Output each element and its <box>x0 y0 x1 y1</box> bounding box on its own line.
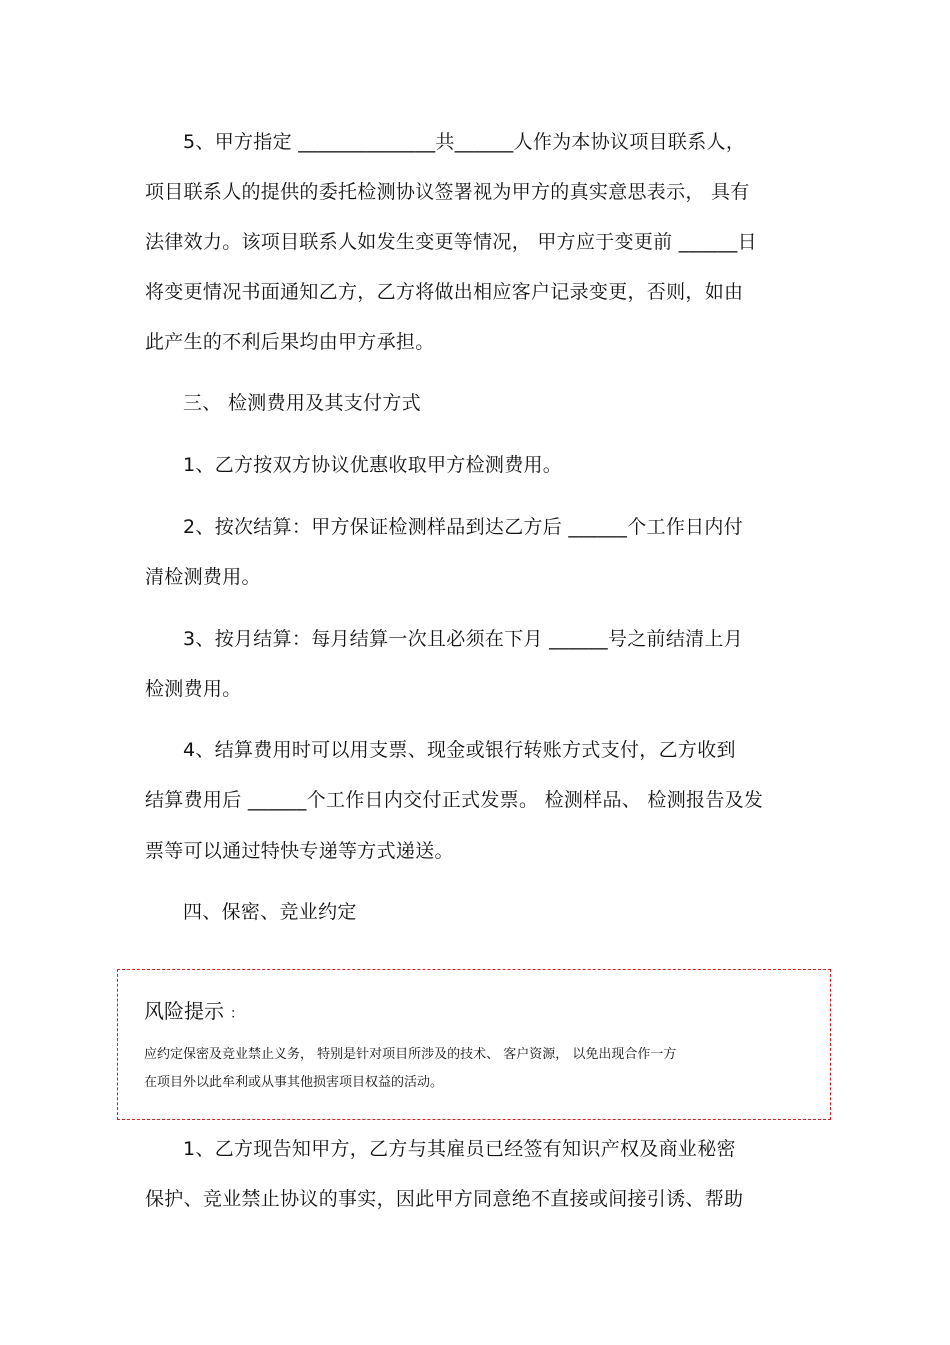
paragraph-line: 3、按月结算：每月结算一次且必须在下月 ______号之前结清上月 <box>183 628 744 650</box>
paragraph-line: 结算费用后 ______个工作日内交付正式发票。 检测样品、 检测报告及发 <box>145 789 764 811</box>
risk-notice-box <box>117 969 831 1120</box>
paragraph-line: 法律效力。该项目联系人如发生变更等情况， 甲方应于变更前 ______日 <box>145 231 757 253</box>
risk-notice-text: 在项目外以此牟利或从事其他损害项目权益的活动。 <box>144 1075 444 1090</box>
paragraph-line: 保护、竞业禁止协议的事实，因此甲方同意绝不直接或间接引诱、帮助 <box>145 1188 744 1210</box>
risk-notice-text: 应约定保密及竞业禁止义务， 特别是针对项目所涉及的技术、 客户资源， 以免出现合作一方 <box>144 1047 677 1062</box>
risk-notice-title-text: 风险提示 <box>144 999 224 1023</box>
paragraph-line: 此产生的不利后果均由甲方承担。 <box>145 331 435 353</box>
section-heading: 三、 检测费用及其支付方式 <box>183 392 421 414</box>
risk-notice-colon: ： <box>230 1006 244 1022</box>
paragraph-line: 1、乙方现告知甲方，乙方与其雇员已经签有知识产权及商业秘密 <box>183 1138 736 1160</box>
paragraph-line: 票等可以通过特快专递等方式递送。 <box>145 840 454 862</box>
paragraph-line: 4、结算费用时可以用支票、现金或银行转账方式支付，乙方收到 <box>183 739 736 761</box>
paragraph-line: 清检测费用。 <box>145 566 261 588</box>
section-heading: 四、保密、竞业约定 <box>183 901 357 923</box>
paragraph-line: 1、乙方按双方协议优惠收取甲方检测费用。 <box>183 454 563 476</box>
risk-notice-title <box>144 998 244 1027</box>
paragraph-line: 2、按次结算：甲方保证检测样品到达乙方后 ______个工作日内付 <box>183 516 744 538</box>
paragraph-line: 将变更情况书面通知乙方，乙方将做出相应客户记录变更，否则，如由 <box>145 281 744 303</box>
paragraph-line: 5、甲方指定 ______________共______人作为本协议项目联系人， <box>183 131 746 153</box>
paragraph-line: 项目联系人的提供的委托检测协议签署视为甲方的真实意思表示， 具有 <box>145 181 750 203</box>
paragraph-line: 检测费用。 <box>145 678 242 700</box>
